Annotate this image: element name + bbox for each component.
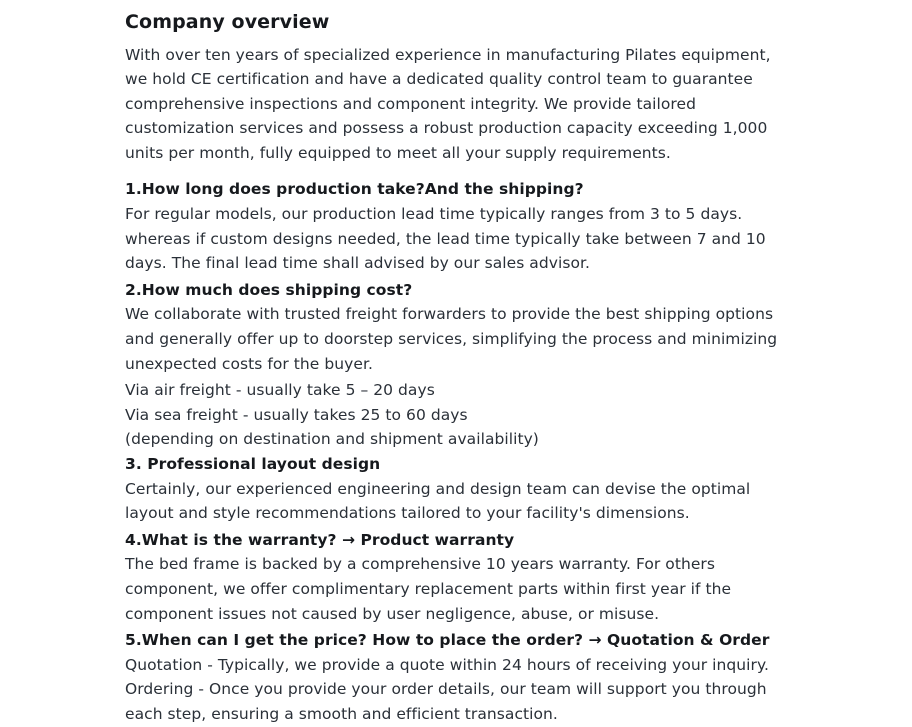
faq-item-1 (125, 177, 797, 275)
page-title: Company overview (125, 11, 330, 33)
faq-extra-line-sea-freight: Via sea freight - usually takes 25 to 60 days (125, 405, 468, 424)
faq-item-4 (125, 528, 797, 626)
faq-answer: Quotation - Typically, we provide a quote within 24 hours of receiving your inquiry. Ordering - Once you provide your order details, our team will support you through each step, ensuring a smooth and efficient transaction. (125, 655, 769, 723)
faq-item-3 (125, 452, 797, 526)
faq-question: 4.What is the warranty? → Product warranty (125, 530, 515, 549)
faq-question: 1.How long does production take?And the shipping? (125, 180, 584, 199)
faq-question: 5.When can I get the price? How to place the order? → Quotation & Order (125, 631, 770, 650)
faq-answer: The bed frame is backed by a comprehensive 10 years warranty. For others component, we offer complimentary replacement parts within first year if the component issues not caused by user negligence, abuse, or misuse. (125, 555, 732, 623)
company-overview-paragraph: With over ten years of specialized experience in manufacturing Pilates equipment, we hold CE certification and have a dedicated quality control team to guarantee comprehensive inspections and component integrity. We provide tailored customization services and possess a robust production capacity exceeding 1,000 units per month, fully equipped to meet all your supply requirements. (125, 45, 771, 162)
faq-answer: Certainly, our experienced engineering and design team can devise the optimal layout and style recommendations tailored to your facility's dimensions. (125, 479, 751, 523)
faq-question: 2.How much does shipping cost? (125, 280, 413, 299)
faq-answer: For regular models, our production lead time typically ranges from 3 to 5 days. whereas if custom designs needed, the lead time typically take between 7 and 10 days. The final lead time shall advised by our sales advisor. (125, 205, 766, 273)
faq-extra-line-air-freight: Via air freight - usually take 5 – 20 days (125, 381, 435, 400)
faq-item-5 (125, 628, 797, 726)
faq-extra-line-note: (depending on destination and shipment availability) (125, 430, 539, 449)
faq-item-2 (125, 278, 797, 452)
faq-question: 3. Professional layout design (125, 455, 381, 473)
faq-answer: We collaborate with trusted freight forwarders to provide the best shipping options and generally offer up to doorstep services, simplifying the process and minimizing unexpected costs for the buyer. (125, 305, 778, 373)
